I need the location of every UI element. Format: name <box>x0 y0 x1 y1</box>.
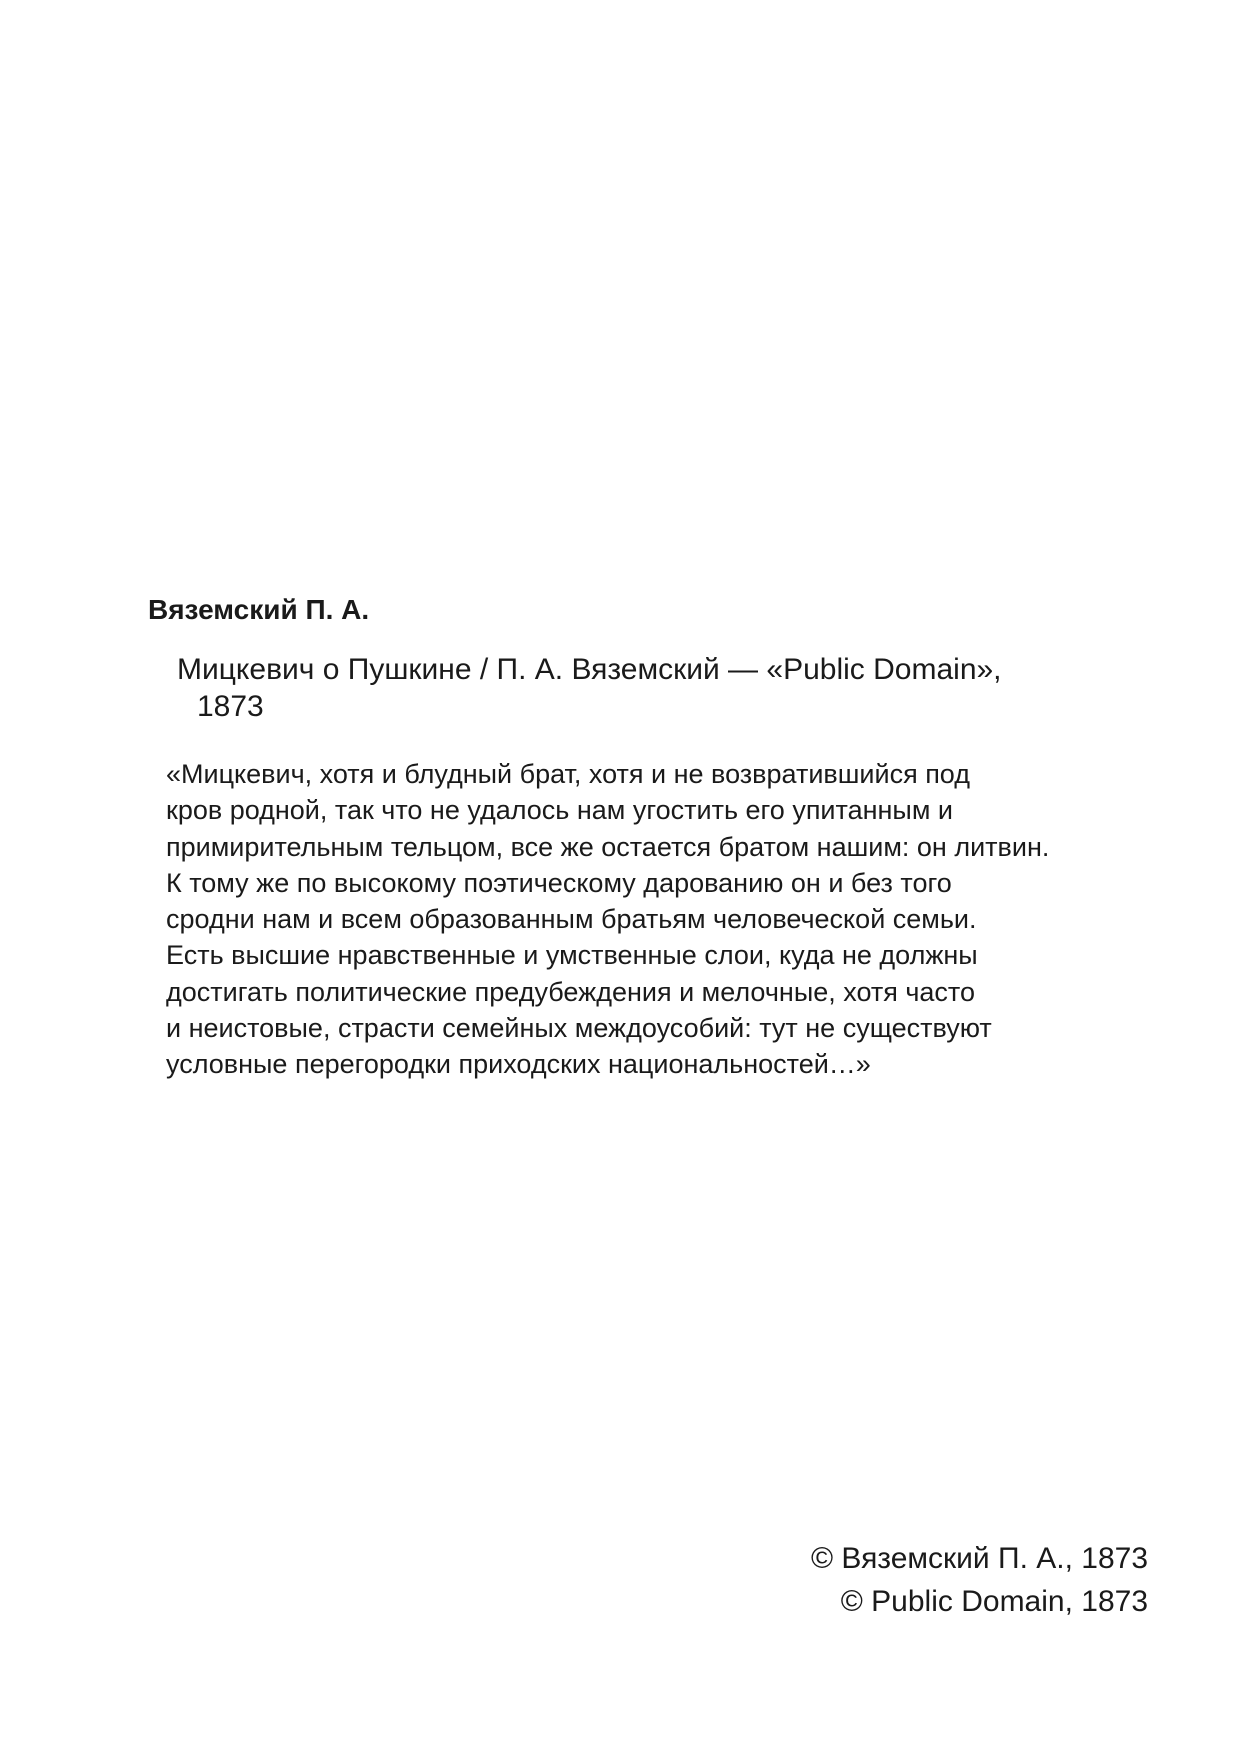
annotation-line: и неистовые, страсти семейных междоусобий: тут не существуют <box>166 1013 992 1044</box>
bibliographic-citation <box>177 651 1002 725</box>
copyright-notice <box>811 1537 1148 1623</box>
annotation-line: примирительным тельцом, все же остается братом нашим: он литвин. <box>166 831 1050 862</box>
copyright-line: © Public Domain, 1873 <box>840 1585 1148 1618</box>
annotation-line: достигать политические предубеждения и мелочные, хотя часто <box>166 976 976 1007</box>
annotation-text <box>166 756 1049 1083</box>
annotation-line: К тому же по высокому поэтическому дарованию он и без того <box>166 867 952 898</box>
annotation-line: Есть высшие нравственные и умственные слои, куда не должны <box>166 940 978 971</box>
annotation-line: «Мицкевич, хотя и блудный брат, хотя и не возвратившийся под <box>166 759 970 789</box>
citation-line: Мицкевич о Пушкине / П. А. Вяземский — «Public Domain», <box>177 653 1002 686</box>
annotation-line: условные перегородки приходских национальностей…» <box>166 1049 871 1080</box>
copyright-line: © Вяземский П. А., 1873 <box>810 1542 1148 1575</box>
author-name: Вяземский П. А. <box>148 594 370 625</box>
annotation-line: сродни нам и всем образованным братьям человеческой семьи. <box>166 904 977 935</box>
citation-year: 1873 <box>197 690 264 723</box>
annotation-line: кров родной, так что не удалось нам угостить его упитанным и <box>166 795 953 826</box>
